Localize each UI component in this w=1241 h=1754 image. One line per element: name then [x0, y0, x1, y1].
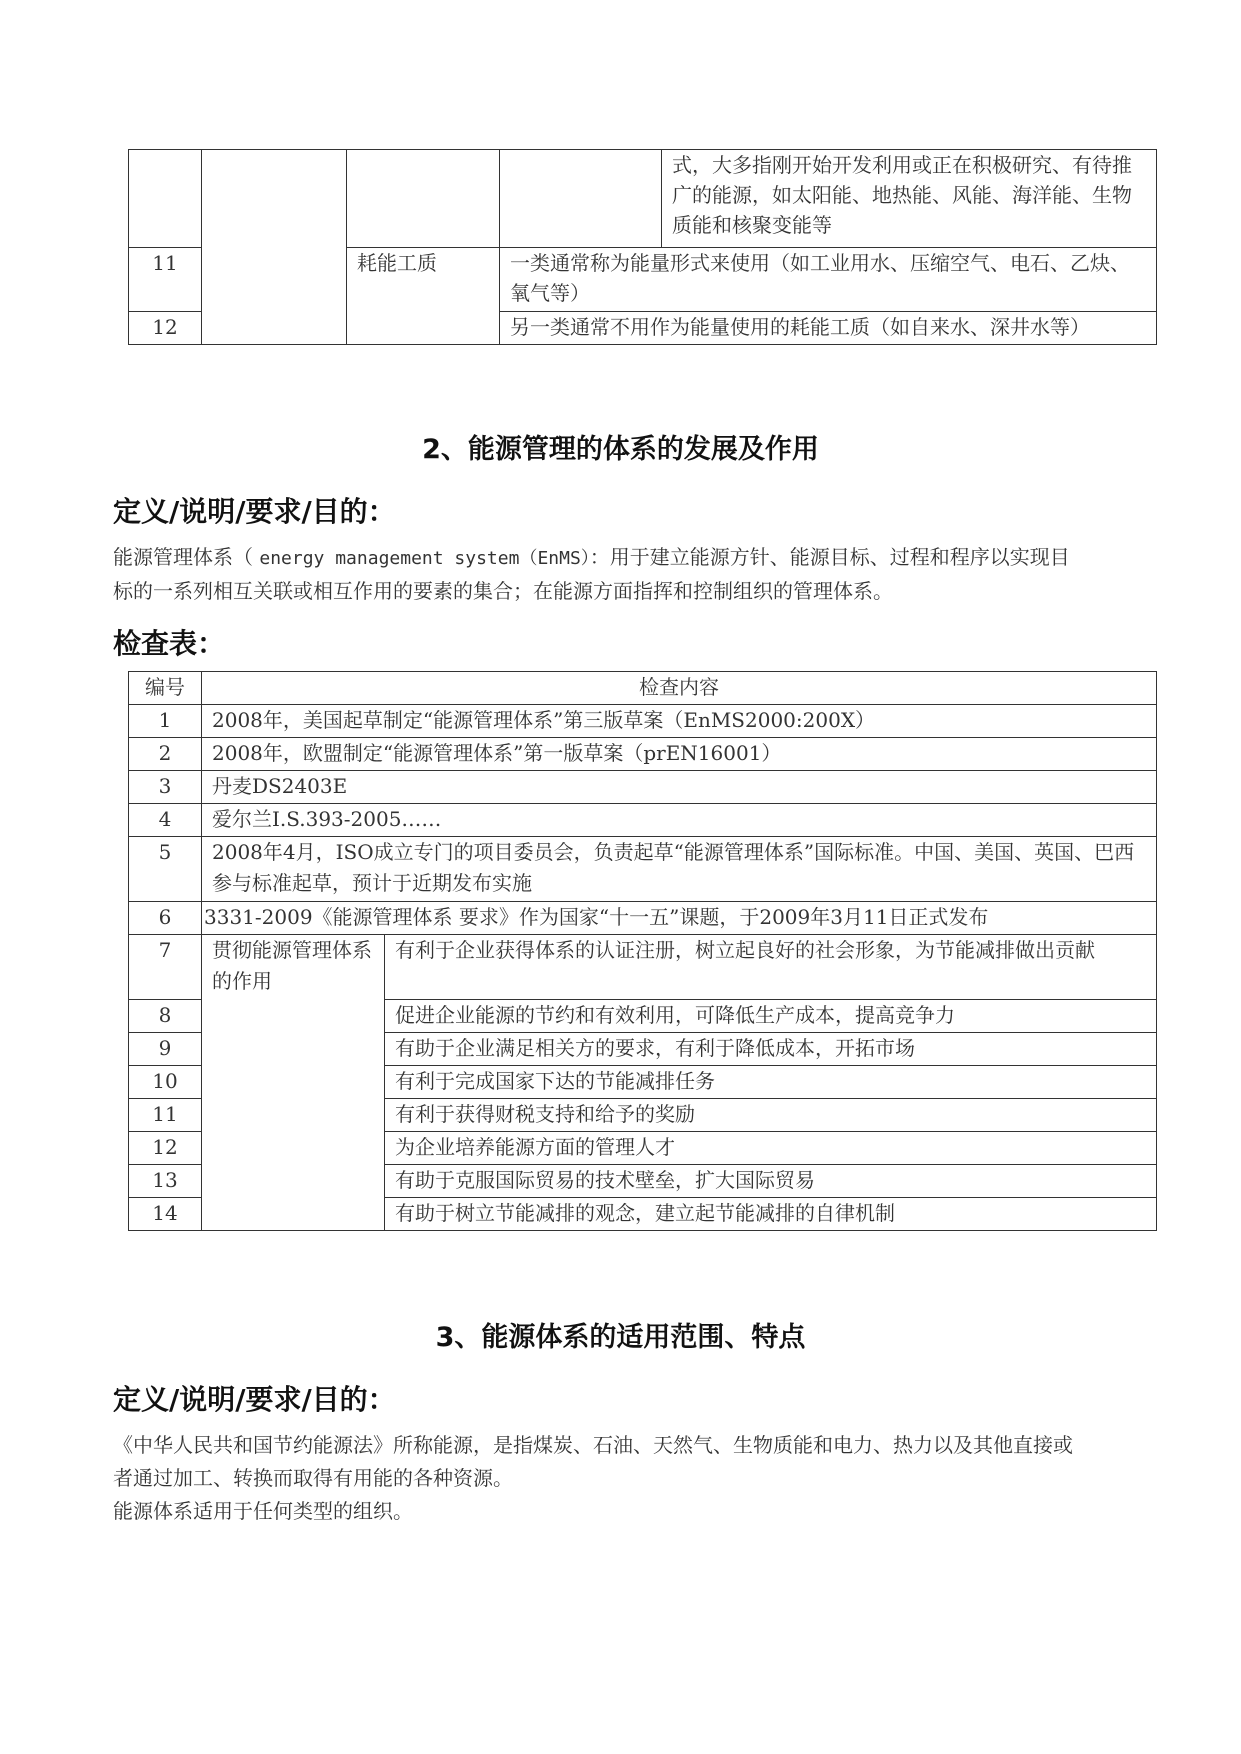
check-content: 有助于企业满足相关方的要求，有利于降低成本，开拓市场: [385, 1033, 1157, 1066]
header-content: 检查内容: [202, 672, 1157, 705]
working-medium-description: 一类通常称为能量形式来使用（如工业用水、压缩空气、电石、乙炔、氧气等）: [500, 248, 1157, 312]
row-number: 5: [129, 837, 202, 902]
section-title: 2、能源管理的体系的发展及作用: [422, 434, 819, 465]
definition-heading: 定义/说明/要求/目的：: [113, 1383, 396, 1416]
check-content: 2008年4月，ISO成立专门的项目委员会，负责起草“能源管理体系”国际标准。中国、美国、英国、巴西参与标准起草，预计于近期发布实施: [202, 837, 1157, 902]
row-number: 11: [129, 1099, 202, 1132]
table-cell-empty: [500, 150, 662, 248]
check-content: 有助于克服国际贸易的技术壁垒，扩大国际贸易: [385, 1165, 1157, 1198]
section-title: 3、能源体系的适用范围、特点: [435, 1322, 806, 1353]
new-energy-description-continued: 式，大多指刚开始开发利用或正在积极研究、有待推广的能源，如太阳能、地热能、风能、海洋能、生物质能和核聚变能等: [662, 150, 1157, 248]
check-content: 有利于获得财税支持和给予的奖励: [385, 1099, 1157, 1132]
check-content: 2008年，美国起草制定“能源管理体系”第三版草案（EnMS2000:200X）: [202, 705, 1157, 738]
row-number: 3: [129, 771, 202, 804]
check-content: 2008年，欧盟制定“能源管理体系”第一版草案（prEN16001）: [202, 738, 1157, 771]
checklist-table: [128, 671, 1157, 1231]
check-content: 有助于树立节能减排的观念，建立起节能减排的自律机制: [385, 1198, 1157, 1231]
row-number: 4: [129, 804, 202, 837]
energy-working-medium-label: 耗能工质: [347, 248, 500, 345]
checklist-heading: 检查表：: [113, 627, 226, 660]
group-label: 贯彻能源管理体系的作用: [202, 935, 385, 1231]
row-number: 13: [129, 1165, 202, 1198]
check-content: 促进企业能源的节约和有效利用，可降低生产成本，提高竞争力: [385, 1000, 1157, 1033]
row-number: 1: [129, 705, 202, 738]
header-number: 编号: [129, 672, 202, 705]
table-cell-empty: [129, 150, 202, 248]
definition-heading: 定义/说明/要求/目的：: [113, 495, 396, 528]
check-content: 有利于完成国家下达的节能减排任务: [385, 1066, 1157, 1099]
working-medium-description: 另一类通常不用作为能量使用的耗能工质（如自来水、深井水等）: [500, 312, 1157, 345]
row-number: 12: [129, 312, 202, 345]
check-content: 爱尔兰I.S.393-2005……: [202, 804, 1157, 837]
scope-paragraph: 《中华人民共和国节约能源法》所称能源，是指煤炭、石油、天然气、生物质能和电力、热力以及其他直接或者通过加工、转换而取得有用能的各种资源。: [113, 1433, 1073, 1490]
table-cell-empty: [202, 150, 347, 345]
row-number: 14: [129, 1198, 202, 1231]
row-number: 2: [129, 738, 202, 771]
row-number: 10: [129, 1066, 202, 1099]
definition-english-term: energy management system（EnMS）: [259, 548, 590, 569]
check-content: 为企业培养能源方面的管理人才: [385, 1132, 1157, 1165]
check-content: 3331-2009《能源管理体系 要求》作为国家“十一五”课题，于2009年3月11日正式发布: [202, 902, 1157, 935]
row-number: 11: [129, 248, 202, 312]
row-number: 9: [129, 1033, 202, 1066]
definition-paragraph: [113, 541, 1073, 608]
check-content: 有利于企业获得体系的认证注册，树立起良好的社会形象，为节能减排做出贡献: [385, 935, 1157, 1000]
energy-classification-table-continued: [128, 149, 1157, 345]
row-number: 6: [129, 902, 202, 935]
row-number: 8: [129, 1000, 202, 1033]
row-number: 7: [129, 935, 202, 1000]
check-content: 丹麦DS2403E: [202, 771, 1157, 804]
definition-text: ：用于建立能源方针、能源目标、过程和程序以实现目标的一系列相互关联或相互作用的要素的集合；在能源方面指挥和控制组织的管理体系。: [113, 545, 1070, 603]
table-cell-empty: [347, 150, 500, 248]
definition-text: 能源管理体系（: [113, 545, 260, 569]
row-number: 12: [129, 1132, 202, 1165]
scope-paragraph: 能源体系适用于任何类型的组织。: [113, 1499, 413, 1523]
